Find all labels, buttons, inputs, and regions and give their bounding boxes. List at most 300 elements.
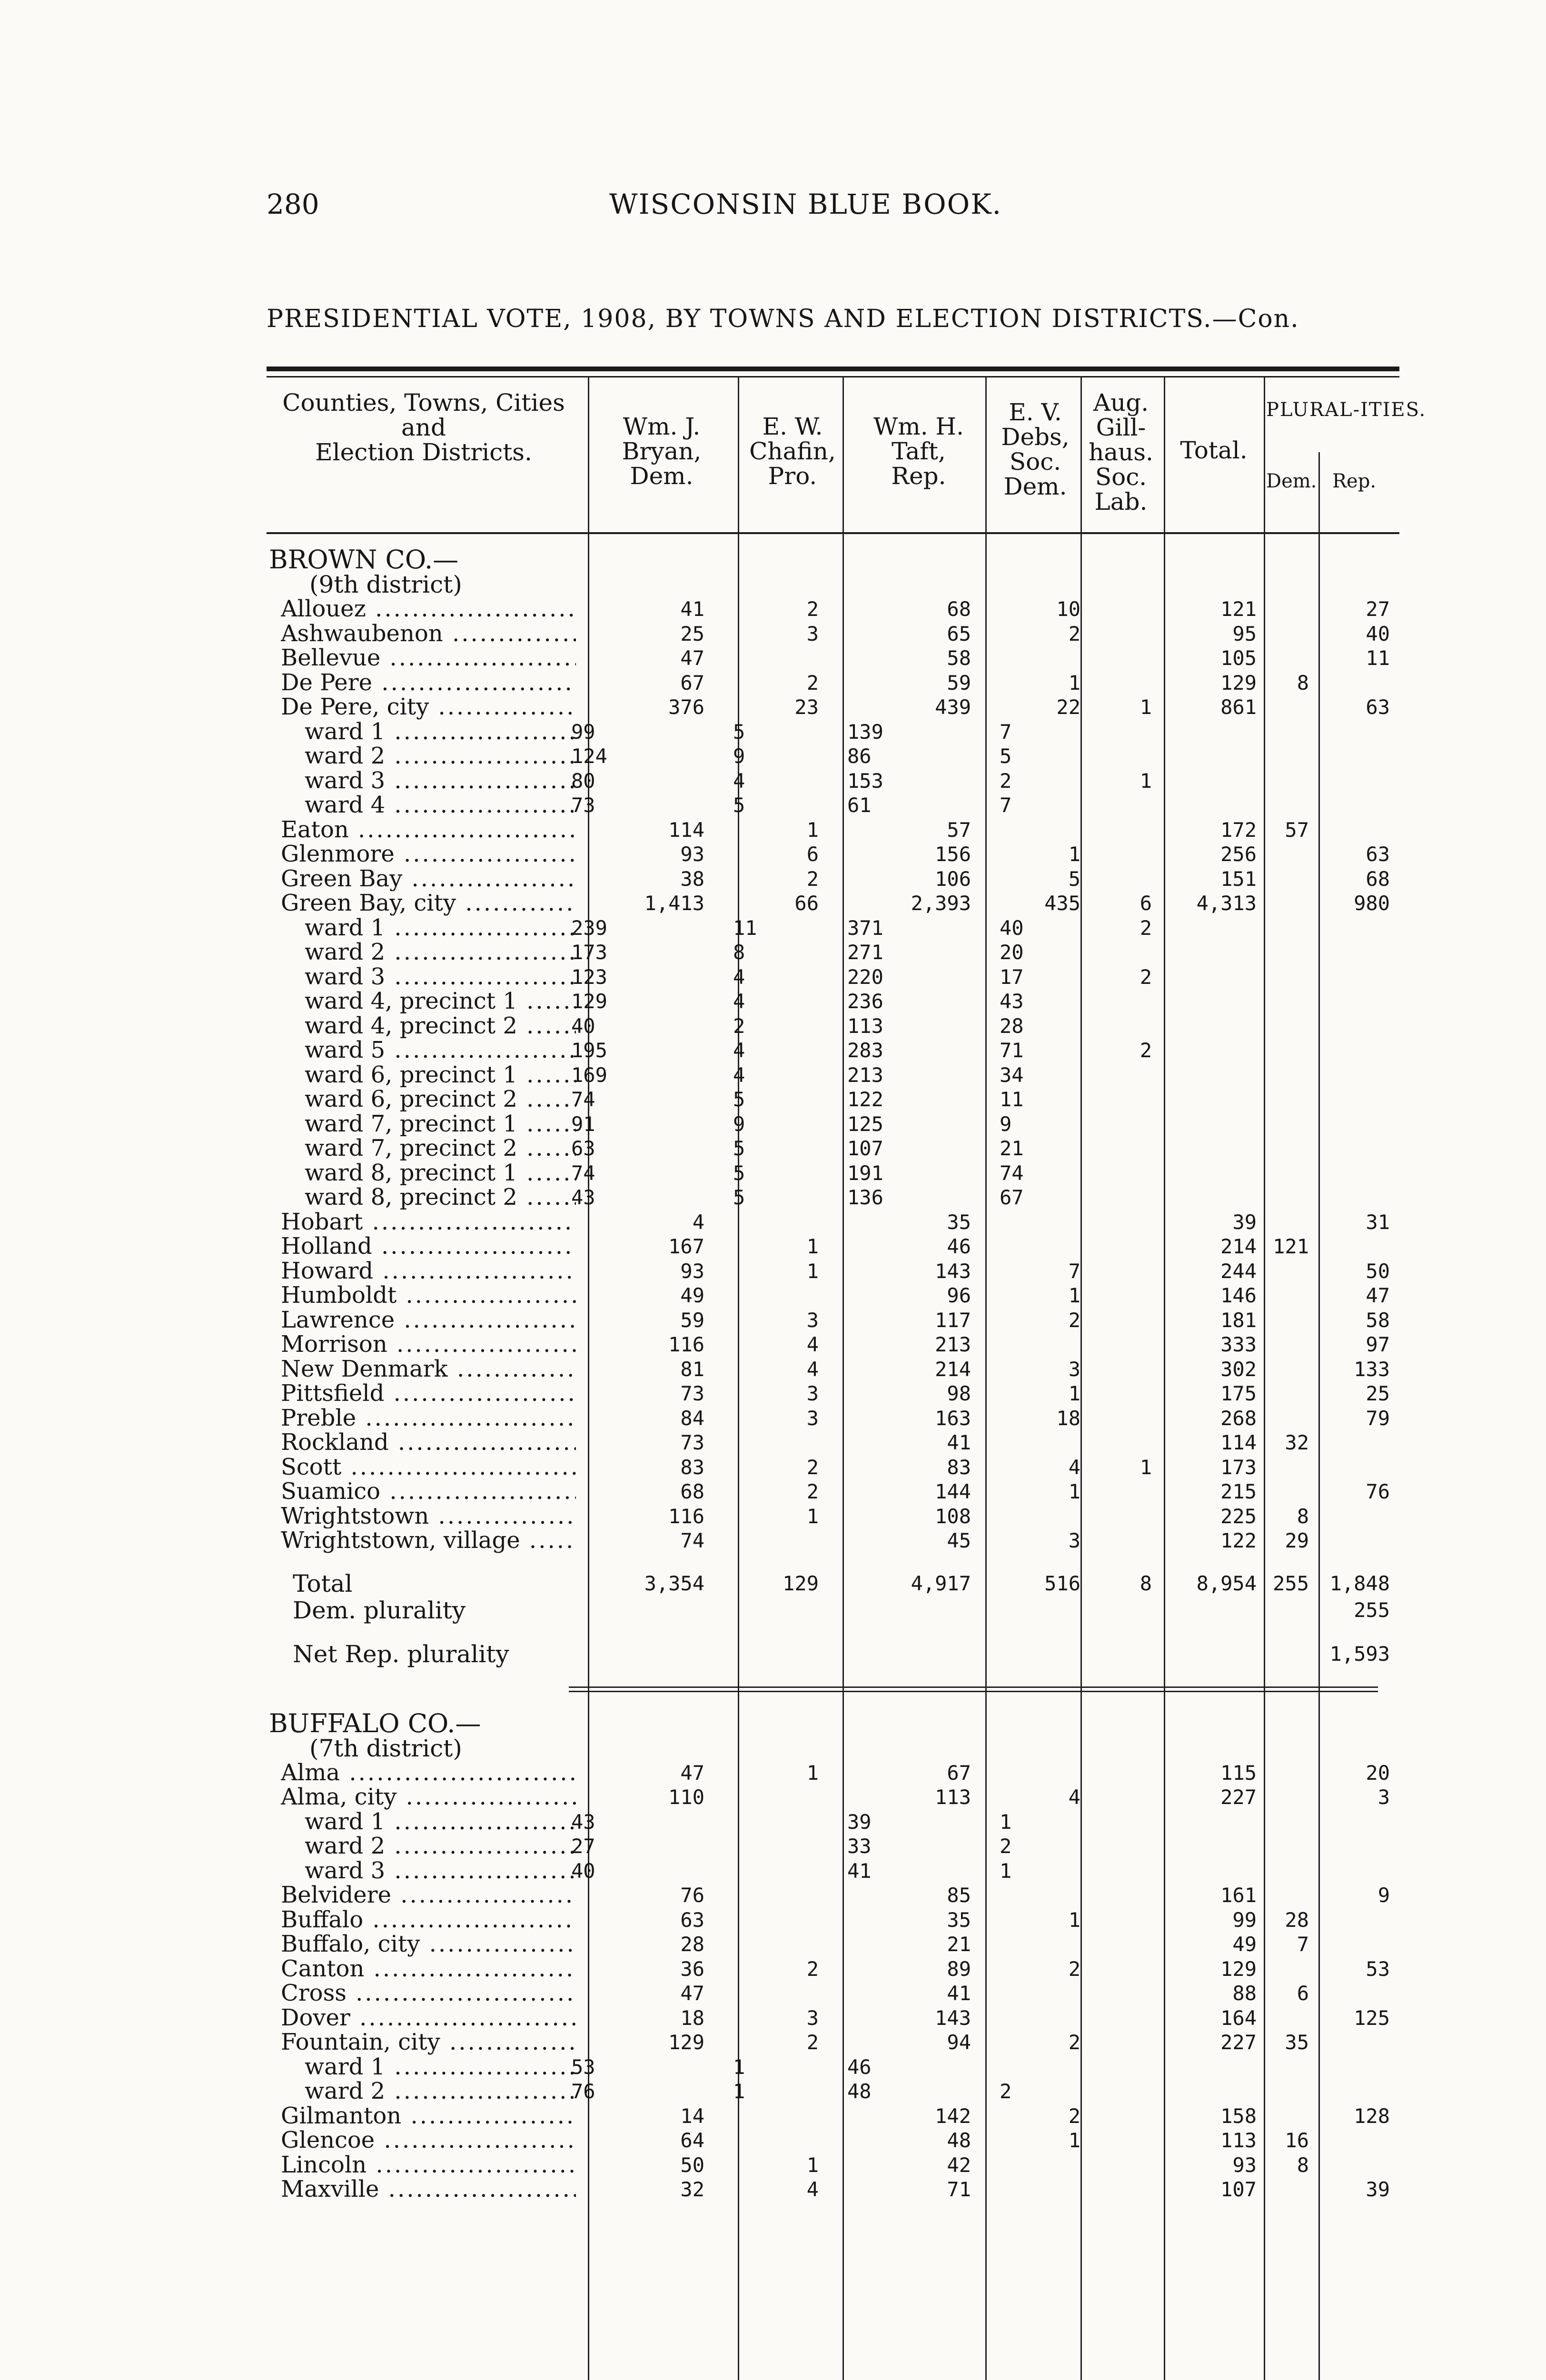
cell-gill: 2	[1140, 916, 1152, 940]
table-row	[0, 1063, 1546, 1088]
cell-taft: 58	[947, 646, 971, 670]
cell-chafin: 9	[733, 1112, 745, 1136]
cell-chafin: 4	[733, 965, 745, 989]
table-row	[0, 989, 1546, 1014]
cell-pdem: 8	[1297, 2153, 1309, 2177]
cell-chafin: 66	[794, 892, 819, 915]
cell-taft: 61	[847, 793, 872, 817]
cell-bryan: 114	[668, 818, 704, 842]
total-chafin: 129	[783, 1571, 819, 1595]
total-label: Total	[293, 1569, 353, 1597]
cell-pdem: 16	[1285, 2129, 1309, 2152]
cell-debs: 1	[1068, 671, 1080, 694]
spacer	[0, 1553, 1546, 1570]
cell-bryan: 80	[571, 769, 595, 793]
table-row	[0, 769, 1546, 793]
cell-taft: 65	[947, 622, 971, 645]
cell-debs: 71	[1000, 1039, 1024, 1062]
table-row	[0, 1455, 1546, 1480]
table-row	[0, 1981, 1546, 2006]
cell-bryan: 76	[571, 2080, 595, 2103]
cell-prep: 53	[1366, 1957, 1390, 1981]
cell-taft: 113	[935, 1785, 971, 1809]
cell-chafin: 4	[733, 1063, 745, 1087]
row-name: Bellevue .....	[281, 646, 576, 671]
cell-total: 121	[1220, 597, 1257, 621]
cell-taft: 46	[847, 2055, 872, 2079]
row-name: ward 1 .....	[305, 916, 576, 941]
table-row	[0, 965, 1546, 990]
cell-debs: 18	[1056, 1406, 1080, 1430]
cell-prep: 9	[1378, 1884, 1390, 1907]
cell-prep: 79	[1366, 1406, 1390, 1430]
cell-bryan: 47	[680, 1982, 704, 2005]
cell-chafin: 4	[806, 2178, 819, 2201]
cell-chafin: 8	[733, 941, 745, 964]
total-taft: 4,917	[911, 1571, 971, 1595]
cell-prep: 58	[1366, 1308, 1390, 1332]
cell-total: 215	[1220, 1480, 1257, 1503]
total-gill: 8	[1140, 1571, 1152, 1595]
cell-taft: 106	[935, 867, 971, 891]
table-row	[0, 940, 1546, 965]
county-section	[0, 547, 1546, 1711]
cell-taft: 41	[947, 1982, 971, 2005]
cell-taft: 83	[947, 1455, 971, 1479]
cell-total: 161	[1220, 1884, 1257, 1907]
cell-total: 129	[1220, 1957, 1257, 1981]
county-section	[0, 1708, 1546, 2202]
cell-prep: 3	[1378, 1785, 1390, 1809]
row-name: ward 6, precinct 1 .....	[305, 1063, 576, 1088]
cell-bryan: 63	[680, 1908, 704, 1932]
header-chafin: E. W. Chafin, Pro.	[749, 413, 836, 490]
row-name: ward 4 .....	[305, 793, 576, 818]
cell-taft: 41	[947, 1431, 971, 1454]
cell-taft: 33	[847, 1835, 872, 1858]
cell-total: 302	[1220, 1357, 1257, 1381]
table-top-rule	[267, 367, 1399, 371]
table-row	[0, 1038, 1546, 1063]
table-row	[0, 1834, 1546, 1859]
cell-bryan: 38	[680, 867, 704, 891]
cell-bryan: 27	[571, 1835, 595, 1858]
cell-bryan: 40	[571, 1014, 595, 1038]
cell-taft: 68	[947, 597, 971, 621]
cell-taft: 57	[947, 818, 971, 842]
cell-taft: 153	[847, 769, 883, 793]
cell-total: 172	[1220, 818, 1257, 842]
cell-taft: 163	[935, 1406, 971, 1430]
cell-total: 146	[1220, 1284, 1257, 1307]
cell-debs: 3	[1068, 1529, 1080, 1552]
cell-taft: 156	[935, 843, 971, 866]
cell-pdem: 8	[1297, 671, 1309, 694]
cell-bryan: 41	[680, 597, 704, 621]
cell-total: 115	[1220, 1761, 1257, 1785]
row-name: ward 6, precinct 2 .....	[305, 1087, 576, 1112]
cell-bryan: 73	[680, 1431, 704, 1454]
cell-debs: 1	[1068, 1284, 1080, 1307]
cell-total: 95	[1232, 622, 1257, 645]
row-name: ward 2 .....	[305, 744, 576, 769]
cell-debs: 5	[1000, 744, 1012, 768]
table-row	[0, 1810, 1546, 1835]
cell-bryan: 84	[680, 1406, 704, 1430]
header-bryan: Wm. J. Bryan, Dem.	[622, 413, 702, 490]
cell-total: 173	[1220, 1455, 1257, 1479]
cell-debs: 2	[1000, 1835, 1012, 1858]
table-row	[0, 1908, 1546, 1933]
cell-debs: 7	[1000, 720, 1012, 744]
cell-debs: 11	[1000, 1088, 1024, 1111]
cell-prep: 31	[1366, 1210, 1390, 1234]
cell-taft: 271	[847, 941, 883, 964]
table-row	[0, 1161, 1546, 1186]
table-row	[0, 720, 1546, 744]
cell-chafin: 3	[806, 1382, 819, 1405]
cell-chafin: 23	[794, 695, 819, 719]
cell-debs: 4	[1068, 1455, 1080, 1479]
cell-bryan: 173	[571, 941, 607, 964]
county-district: (7th district)	[309, 1734, 462, 1762]
row-name: Lawrence .....	[281, 1308, 576, 1333]
cell-pdem: 57	[1285, 818, 1309, 842]
row-name: Maxville .....	[281, 2177, 576, 2202]
header-bottom-rule	[267, 532, 1399, 534]
cell-bryan: 129	[571, 990, 607, 1013]
cell-total: 39	[1232, 1210, 1257, 1234]
table-row	[0, 1785, 1546, 1810]
row-name: ward 7, precinct 1 .....	[305, 1112, 576, 1137]
row-name: ward 5 .....	[305, 1038, 576, 1063]
table-row	[0, 818, 1546, 843]
cell-taft: 48	[847, 2080, 872, 2103]
cell-bryan: 195	[571, 1039, 607, 1062]
cell-total: 158	[1220, 2104, 1257, 2128]
dem-plurality-value: 255	[1354, 1598, 1390, 1622]
page-number: 280	[267, 188, 319, 220]
cell-debs: 34	[1000, 1063, 1024, 1087]
cell-gill: 1	[1140, 769, 1152, 793]
row-name: ward 2 .....	[305, 940, 576, 965]
cell-taft: 46	[947, 1235, 971, 1258]
row-name: Howard .....	[281, 1259, 576, 1284]
cell-taft: 136	[847, 1186, 883, 1209]
vote-table	[0, 547, 1546, 2202]
cell-total: 107	[1220, 2178, 1257, 2201]
cell-taft: 41	[847, 1859, 872, 1883]
cell-chafin: 3	[806, 1308, 819, 1332]
cell-prep: 47	[1366, 1284, 1390, 1307]
cell-prep: 50	[1366, 1259, 1390, 1283]
total-bryan: 3,354	[644, 1571, 704, 1595]
net-rep-plurality-value: 1,593	[1329, 1642, 1390, 1666]
cell-total: 333	[1220, 1333, 1257, 1356]
row-name: Ashwaubenon .....	[281, 622, 576, 646]
row-name: Lincoln .....	[281, 2153, 576, 2178]
row-name: Suamico .....	[281, 1479, 576, 1504]
cell-debs: 2	[1068, 1957, 1080, 1981]
cell-debs: 20	[1000, 941, 1024, 964]
row-name: ward 1 .....	[305, 2055, 576, 2080]
cell-chafin: 4	[733, 769, 745, 793]
cell-debs: 2	[1068, 622, 1080, 645]
cell-debs: 1	[1068, 1382, 1080, 1405]
cell-bryan: 68	[680, 1480, 704, 1503]
cell-chafin: 5	[733, 793, 745, 817]
table-row	[0, 2006, 1546, 2031]
row-name: ward 8, precinct 1 .....	[305, 1161, 576, 1186]
row-name: Glencoe .....	[281, 2128, 576, 2153]
cell-prep: 11	[1366, 646, 1390, 670]
row-name: Gilmanton .....	[281, 2104, 576, 2129]
cell-bryan: 59	[680, 1308, 704, 1332]
table-row	[0, 1528, 1546, 1553]
cell-total: 244	[1220, 1259, 1257, 1283]
dem-plurality-label: Dem. plurality	[293, 1596, 466, 1624]
cell-total: 268	[1220, 1406, 1257, 1430]
cell-bryan: 116	[668, 1504, 704, 1528]
cell-bryan: 74	[571, 1161, 595, 1185]
cell-bryan: 64	[680, 2129, 704, 2152]
table-row	[0, 1308, 1546, 1333]
table-row	[0, 646, 1546, 671]
cell-bryan: 169	[571, 1063, 607, 1087]
table-row	[0, 1357, 1546, 1382]
table-row	[0, 2128, 1546, 2153]
cell-prep: 63	[1366, 695, 1390, 719]
row-name: Wrightstown .....	[281, 1504, 576, 1529]
row-name: Fountain, city .....	[281, 2030, 576, 2055]
cell-bryan: 18	[680, 2006, 704, 2030]
cell-chafin: 5	[733, 1137, 745, 1160]
cell-debs: 1	[1000, 1859, 1012, 1883]
table-row	[0, 695, 1546, 720]
cell-bryan: 376	[668, 695, 704, 719]
cell-chafin: 3	[806, 2006, 819, 2030]
cell-prep: 27	[1366, 597, 1390, 621]
table-row	[0, 1210, 1546, 1235]
cell-prep: 133	[1354, 1357, 1390, 1381]
row-name: ward 3 .....	[305, 769, 576, 793]
cell-debs: 5	[1068, 867, 1080, 891]
row-name: De Pere .....	[281, 671, 576, 695]
row-name: Pittsfield .....	[281, 1381, 576, 1406]
cell-chafin: 1	[733, 2080, 745, 2103]
cell-bryan: 50	[680, 2153, 704, 2177]
cell-total: 861	[1220, 695, 1257, 719]
cell-debs: 17	[1000, 965, 1024, 989]
cell-taft: 96	[947, 1284, 971, 1307]
cell-bryan: 36	[680, 1957, 704, 1981]
cell-total: 214	[1220, 1235, 1257, 1258]
cell-debs: 1	[1000, 1810, 1012, 1834]
cell-debs: 22	[1056, 695, 1080, 719]
cell-taft: 439	[935, 695, 971, 719]
table-row	[0, 1283, 1546, 1308]
table-row	[0, 2055, 1546, 2080]
cell-chafin: 3	[806, 1406, 819, 1430]
cell-bryan: 49	[680, 1284, 704, 1307]
cell-chafin: 2	[806, 2031, 819, 2054]
header-total: Total.	[1180, 436, 1248, 464]
cell-chafin: 2	[806, 1957, 819, 1981]
cell-bryan: 32	[680, 2178, 704, 2201]
cell-bryan: 63	[571, 1137, 595, 1160]
header-gillhaus: Aug. Gill- haus. Soc. Lab.	[1089, 389, 1153, 516]
cell-total: 181	[1220, 1308, 1257, 1332]
cell-debs: 435	[1044, 892, 1080, 915]
cell-debs: 4	[1068, 1785, 1080, 1809]
cell-gill: 1	[1140, 1455, 1152, 1479]
cell-bryan: 40	[571, 1859, 595, 1883]
cell-debs: 9	[1000, 1112, 1012, 1136]
cell-taft: 371	[847, 916, 883, 940]
cell-taft: 143	[935, 2006, 971, 2030]
row-name: Wrightstown, village .....	[281, 1528, 576, 1553]
cell-bryan: 28	[680, 1933, 704, 1956]
cell-debs: 43	[1000, 990, 1024, 1013]
county-district: (9th district)	[309, 571, 462, 598]
cell-total: 113	[1220, 2129, 1257, 2152]
cell-prep: 125	[1354, 2006, 1390, 2030]
cell-chafin: 5	[733, 1088, 745, 1111]
row-name: Canton .....	[281, 1957, 576, 1982]
cell-debs: 2	[1068, 1308, 1080, 1332]
header-plur-rep: Rep.	[1332, 470, 1377, 492]
cell-taft: 59	[947, 671, 971, 694]
cell-pdem: 28	[1285, 1908, 1309, 1932]
table-row	[0, 671, 1546, 695]
cell-gill: 1	[1140, 695, 1152, 719]
row-name: ward 3 .....	[305, 965, 576, 990]
total-row	[0, 1570, 1546, 1597]
cell-pdem: 29	[1285, 1529, 1309, 1552]
table-row	[0, 1234, 1546, 1259]
table-row	[0, 2153, 1546, 2178]
table-row	[0, 1087, 1546, 1112]
cell-total: 88	[1232, 1982, 1257, 2005]
cell-taft: 98	[947, 1382, 971, 1405]
cell-taft: 213	[847, 1063, 883, 1087]
cell-pdem: 35	[1285, 2031, 1309, 2054]
table-row	[0, 916, 1546, 941]
header-pluralities: PLURAL-ITIES.	[1266, 399, 1427, 421]
cell-bryan: 43	[571, 1810, 595, 1834]
cell-prep: 980	[1354, 892, 1390, 915]
cell-bryan: 73	[680, 1382, 704, 1405]
cell-debs: 2	[1068, 2104, 1080, 2128]
cell-debs: 74	[1000, 1161, 1024, 1185]
cell-taft: 236	[847, 990, 883, 1013]
cell-total: 227	[1220, 2031, 1257, 2054]
cell-chafin: 1	[806, 1761, 819, 1785]
cell-total: 164	[1220, 2006, 1257, 2030]
cell-debs: 21	[1000, 1137, 1024, 1160]
cell-total: 225	[1220, 1504, 1257, 1528]
table-title: PRESIDENTIAL VOTE, 1908, BY TOWNS AND ELECTION DISTRICTS.—Con.	[267, 305, 1299, 333]
cell-pdem: 7	[1297, 1933, 1309, 1956]
cell-prep: 20	[1366, 1761, 1390, 1785]
cell-chafin: 3	[806, 622, 819, 645]
cell-taft: 39	[847, 1810, 872, 1834]
row-name: Green Bay, city .....	[281, 891, 576, 916]
table-row	[0, 597, 1546, 622]
cell-debs: 1	[1068, 843, 1080, 866]
row-name: Rockland .....	[281, 1430, 576, 1455]
cell-prep: 25	[1366, 1382, 1390, 1405]
row-name: ward 4, precinct 1 .....	[305, 989, 576, 1014]
cell-taft: 45	[947, 1529, 971, 1552]
cell-total: 93	[1232, 2153, 1257, 2177]
cell-pdem: 8	[1297, 1504, 1309, 1528]
cell-bryan: 73	[571, 793, 595, 817]
cell-chafin: 11	[733, 916, 757, 940]
cell-total: 175	[1220, 1382, 1257, 1405]
table-row	[0, 891, 1546, 916]
total-debs: 516	[1044, 1571, 1080, 1595]
header-place: Counties, Towns, Cities and Election Districts.	[282, 389, 565, 466]
cell-bryan: 99	[571, 720, 595, 744]
row-name: Hobart .....	[281, 1210, 576, 1235]
cell-prep: 68	[1366, 867, 1390, 891]
cell-total: 151	[1220, 867, 1257, 891]
row-name: Holland .....	[281, 1234, 576, 1259]
cell-chafin: 1	[806, 2153, 819, 2177]
row-name: Belvidere .....	[281, 1883, 576, 1908]
row-name: New Denmark .....	[281, 1357, 576, 1382]
row-name: ward 8, precinct 2 .....	[305, 1185, 576, 1210]
cell-taft: 2,393	[911, 892, 971, 915]
row-name: Eaton .....	[281, 818, 576, 843]
cell-debs: 2	[1000, 769, 1012, 793]
row-name: ward 2 .....	[305, 2079, 576, 2104]
spacer	[0, 1624, 1546, 1641]
cell-bryan: 74	[680, 1529, 704, 1552]
cell-debs: 2	[1068, 2031, 1080, 2054]
spacer	[0, 1694, 1546, 1711]
cell-chafin: 2	[733, 1014, 745, 1038]
table-row	[0, 744, 1546, 769]
cell-pdem: 6	[1297, 1982, 1309, 2005]
table-row	[0, 1259, 1546, 1284]
row-name: Green Bay .....	[281, 867, 576, 892]
cell-bryan: 14	[680, 2104, 704, 2128]
cell-chafin: 2	[806, 597, 819, 621]
row-name: Buffalo, city .....	[281, 1932, 576, 1957]
cell-taft: 35	[947, 1210, 971, 1234]
cell-taft: 122	[847, 1088, 883, 1111]
row-name: ward 1 .....	[305, 720, 576, 744]
cell-taft: 89	[947, 1957, 971, 1981]
cell-taft: 139	[847, 720, 883, 744]
cell-total: 114	[1220, 1431, 1257, 1454]
cell-bryan: 47	[680, 1761, 704, 1785]
table-row	[0, 842, 1546, 867]
cell-bryan: 43	[571, 1186, 595, 1209]
net-rep-plurality-row	[0, 1641, 1546, 1667]
row-name: Humboldt .....	[281, 1283, 576, 1308]
table-row	[0, 1185, 1546, 1210]
row-name: Scott .....	[281, 1455, 576, 1480]
table-row	[0, 1883, 1546, 1908]
cell-debs: 10	[1056, 597, 1080, 621]
cell-taft: 67	[947, 1761, 971, 1785]
cell-taft: 143	[935, 1259, 971, 1283]
cell-total: 49	[1232, 1933, 1257, 1956]
cell-taft: 21	[947, 1933, 971, 1956]
